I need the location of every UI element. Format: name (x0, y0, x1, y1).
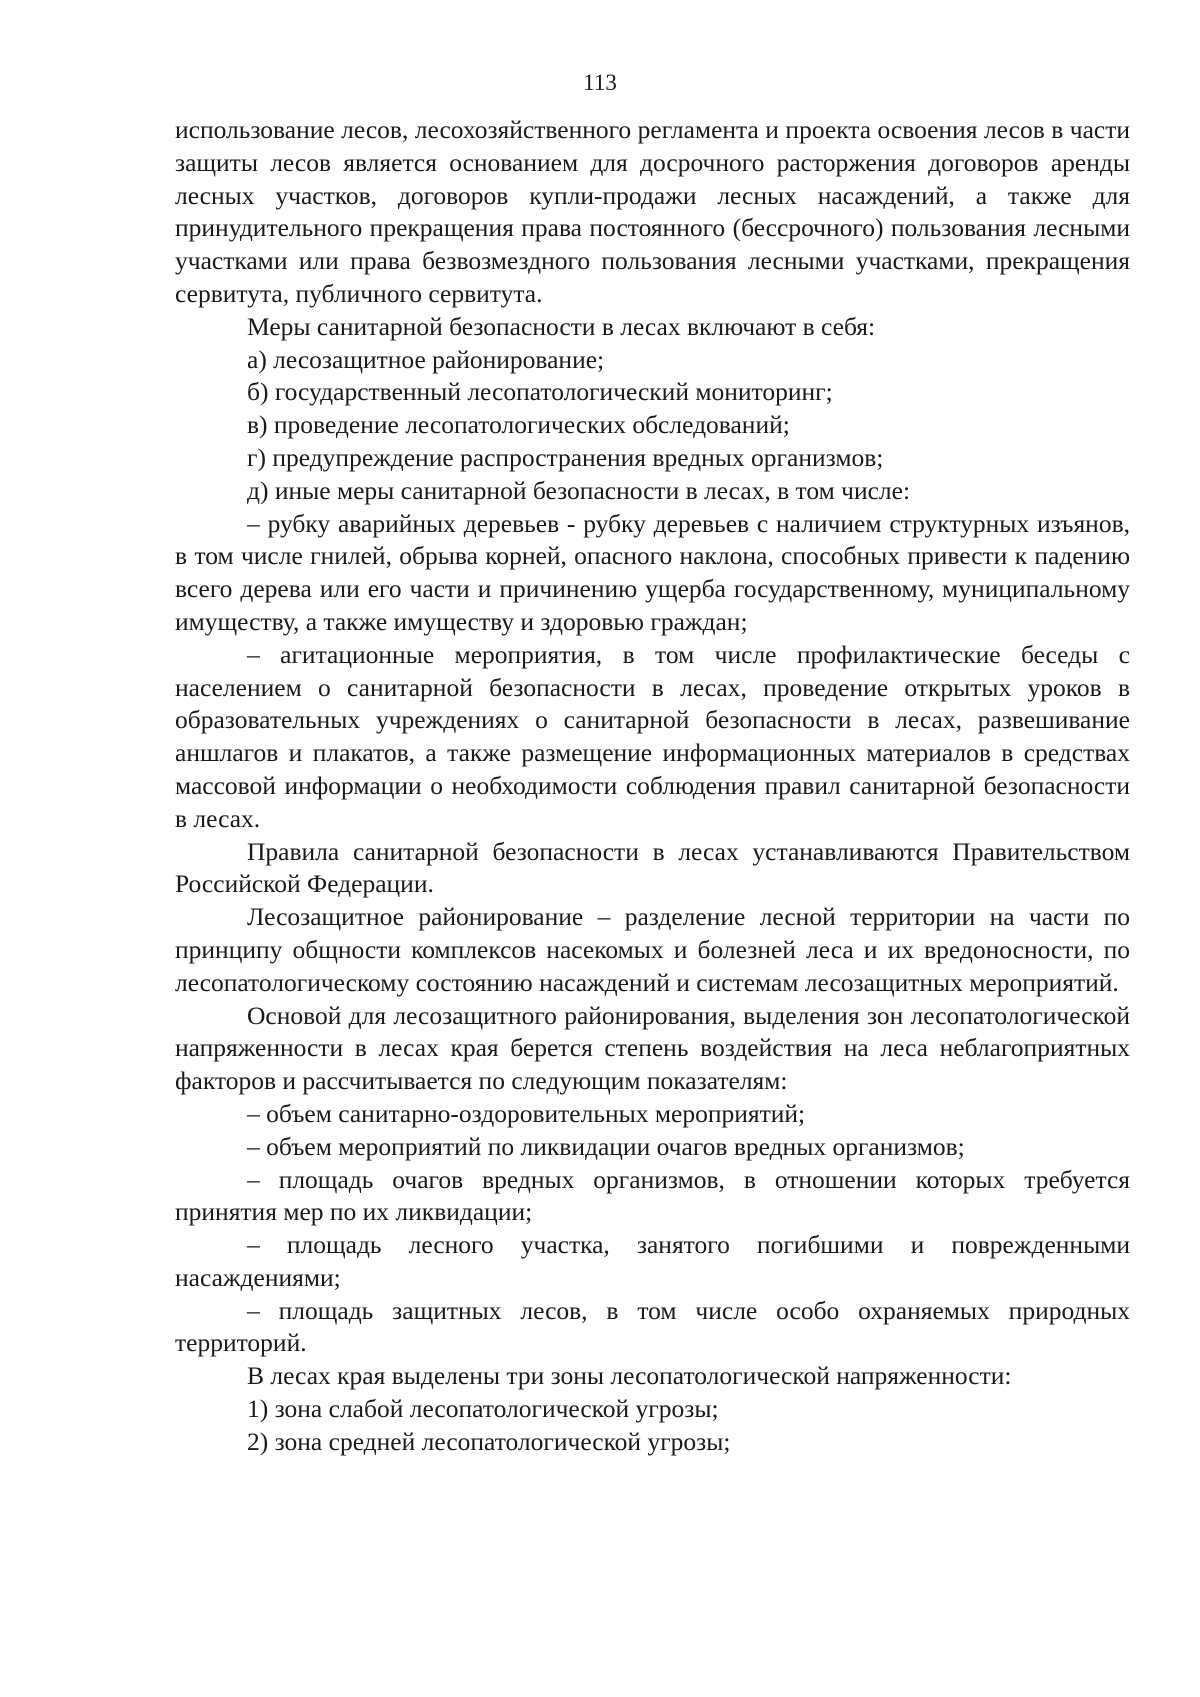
paragraph: 1) зона слабой лесопатологической угрозы; (247, 1394, 719, 1424)
paragraph: Меры санитарной безопасности в лесах включают в себя: (247, 311, 876, 341)
paragraph: Основой для лесозащитного районирования, выделения зон лесопатологической напряженности в лесах края берется степень воздействия на леса неблагоприятных факторов и рассчитывается по следующим показателям: (175, 1000, 1130, 1096)
paragraph: – площадь защитных лесов, в том числе особо охраняемых природных территорий. (175, 1295, 1130, 1358)
paragraph: – агитационные мероприятия, в том числе профилактические беседы с населением о санитарной безопасности в лесах, проведение открытых уроков в образовательных учреждениях о санитарной безопасности в лесах, развешивание аншлагов и плакатов, а также размещение информационных материалов в средствах массовой информации о необходимости соблюдения правил санитарной безопасности в лесах. (175, 639, 1130, 833)
page-number: 113 (583, 70, 617, 95)
paragraph: а) лесозащитное районирование; (247, 344, 605, 374)
paragraph: использование лесов, лесохозяйственного регламента и проекта освоения лесов в части защиты лесов является основанием для досрочного расторжения договоров аренды лесных участков, договоров купли-продажи лесных насаждений, а также для принудительного прекращения права постоянного (бессрочного) пользования лесными участками или права безвозмездного пользования лесными участками, прекращения сервитута, публичного сервитута. (175, 115, 1130, 308)
paragraph: – площадь очагов вредных организмов, в отношении которых требуется принятия мер по их ликвидации; (175, 1164, 1130, 1227)
paragraph: д) иные меры санитарной безопасности в лесах, в том числе: (247, 475, 911, 505)
paragraph: 2) зона средней лесопатологической угрозы; (247, 1426, 731, 1456)
paragraph: Лесозащитное районирование – разделение лесной территории на части по принципу общности комплексов насекомых и болезней леса и их вредоносности, по лесопатологическому состоянию насаждений и системам лесозащитных мероприятий. (175, 902, 1130, 997)
paragraph: В лесах края выделены три зоны лесопатологической напряженности: (247, 1361, 1012, 1391)
paragraph: – рубку аварийных деревьев - рубку деревьев с наличием структурных изъянов, в том числе гнилей, обрыва корней, опасного наклона, способных привести к падению всего дерева или его части и причинению ущерба государственному, муниципальному имуществу, а также имуществу и здоровью граждан; (175, 508, 1130, 636)
paragraph: г) предупреждение распространения вредных организмов; (247, 442, 884, 472)
paragraph: – объем санитарно-оздоровительных мероприятий; (247, 1098, 806, 1128)
paragraph: Правила санитарной безопасности в лесах устанавливаются Правительством Российской Федерации. (175, 836, 1130, 899)
paragraph: б) государственный лесопатологический мониторинг; (247, 377, 833, 407)
paragraph: – площадь лесного участка, занятого погибшими и поврежденными насаждениями; (175, 1230, 1130, 1292)
paragraph: – объем мероприятий по ликвидации очагов вредных организмов; (247, 1131, 965, 1161)
paragraph: в) проведение лесопатологических обследований; (247, 410, 790, 440)
document-body (175, 114, 1130, 1459)
